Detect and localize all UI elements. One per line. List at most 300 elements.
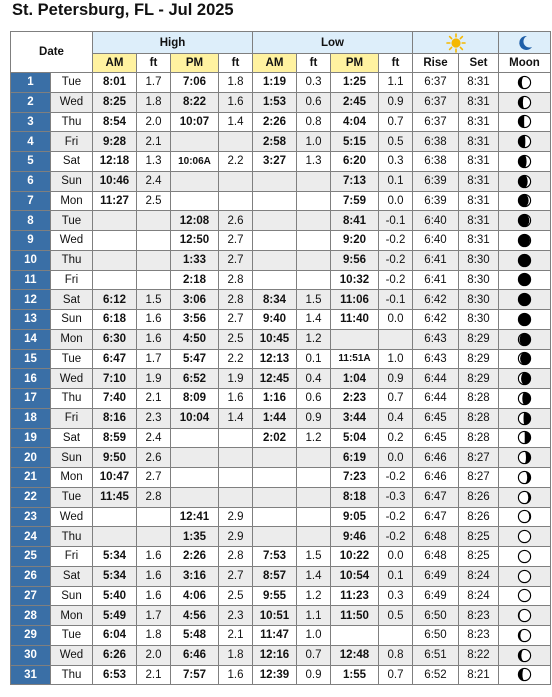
sunset: 8:29 (459, 329, 499, 349)
moon-phase (499, 665, 551, 685)
low-pm-ft: 0.0 (379, 191, 413, 211)
sunset-header: Set (459, 54, 499, 73)
table-row (11, 310, 551, 330)
sunset: 8:23 (459, 606, 499, 626)
low-pm-ft: 0.1 (379, 171, 413, 191)
low-pm-ft (379, 626, 413, 646)
high-header: High (93, 32, 253, 54)
sunrise: 6:50 (413, 606, 459, 626)
high-am-ft: 2.8 (137, 487, 171, 507)
sunset: 8:31 (459, 92, 499, 112)
low-am-ft: 0.7 (297, 645, 331, 665)
high-pm-ft (219, 487, 253, 507)
moon-phase (499, 132, 551, 152)
moon-phase-icon (517, 549, 532, 564)
moon-phase (499, 547, 551, 567)
day-of-week: Mon (51, 468, 93, 488)
moon-phase-icon (517, 253, 532, 268)
high-pm-time: 10:06A (171, 152, 219, 172)
low-am-time (253, 211, 297, 231)
low-am-time: 12:13 (253, 349, 297, 369)
low-am-ft: 1.2 (297, 428, 331, 448)
moon-phase (499, 112, 551, 132)
sunrise: 6:46 (413, 448, 459, 468)
low-pm-ft-header: ft (379, 54, 413, 73)
low-am-ft: 1.5 (297, 290, 331, 310)
sunrise: 6:50 (413, 626, 459, 646)
sunrise: 6:44 (413, 389, 459, 409)
moon-phase-icon (517, 134, 532, 149)
high-pm-ft: 2.2 (219, 152, 253, 172)
sunrise: 6:51 (413, 645, 459, 665)
header-band-row (11, 32, 551, 54)
low-am-ft: 0.9 (297, 408, 331, 428)
high-pm-ft: 2.5 (219, 586, 253, 606)
high-am-time: 9:28 (93, 132, 137, 152)
sunrise: 6:49 (413, 566, 459, 586)
sunset: 8:31 (459, 231, 499, 251)
day-of-week: Sun (51, 171, 93, 191)
low-am-time: 2:26 (253, 112, 297, 132)
low-pm-ft: -0.2 (379, 270, 413, 290)
moon-phase (499, 527, 551, 547)
table-row (11, 626, 551, 646)
table-row (11, 389, 551, 409)
tide-table (10, 31, 551, 685)
high-pm-time: 2:18 (171, 270, 219, 290)
sunset: 8:29 (459, 369, 499, 389)
sunset: 8:24 (459, 566, 499, 586)
sunset: 8:30 (459, 310, 499, 330)
sunrise: 6:47 (413, 487, 459, 507)
sunset: 8:31 (459, 112, 499, 132)
high-pm-ft: 1.9 (219, 369, 253, 389)
low-am-time (253, 487, 297, 507)
moon-phase (499, 191, 551, 211)
high-pm-ft: 2.5 (219, 329, 253, 349)
low-pm-ft: 0.7 (379, 665, 413, 685)
high-am-time: 8:16 (93, 408, 137, 428)
low-pm-time: 1:04 (331, 369, 379, 389)
sunrise: 6:41 (413, 270, 459, 290)
day-of-week: Tue (51, 211, 93, 231)
high-pm-time: 4:56 (171, 606, 219, 626)
sunrise: 6:41 (413, 250, 459, 270)
day-number: 27 (11, 586, 51, 606)
low-pm-time: 2:23 (331, 389, 379, 409)
table-row (11, 645, 551, 665)
moon-phase-icon (517, 411, 532, 426)
moon-phase-icon (517, 509, 532, 524)
sunset: 8:31 (459, 152, 499, 172)
high-am-time: 8:54 (93, 112, 137, 132)
low-pm-time (331, 626, 379, 646)
sunset: 8:26 (459, 487, 499, 507)
low-am-ft (297, 527, 331, 547)
table-row (11, 250, 551, 270)
day-of-week: Sat (51, 428, 93, 448)
moon-phase-icon (517, 114, 532, 129)
sunset: 8:27 (459, 448, 499, 468)
low-am-ft: 0.9 (297, 665, 331, 685)
table-row (11, 487, 551, 507)
moon-phase (499, 428, 551, 448)
day-of-week: Sat (51, 152, 93, 172)
high-pm-ft: 2.7 (219, 250, 253, 270)
low-am-time: 10:45 (253, 329, 297, 349)
low-pm-time: 9:05 (331, 507, 379, 527)
high-am-ft: 2.3 (137, 408, 171, 428)
low-am-time (253, 468, 297, 488)
moon-phase-icon (517, 430, 532, 445)
moon-phase (499, 408, 551, 428)
sunset: 8:31 (459, 191, 499, 211)
low-am-time: 9:40 (253, 310, 297, 330)
sunset: 8:22 (459, 645, 499, 665)
day-number: 2 (11, 92, 51, 112)
low-am-ft (297, 448, 331, 468)
high-pm-time: 5:48 (171, 626, 219, 646)
sunrise: 6:42 (413, 290, 459, 310)
high-pm-time: 12:08 (171, 211, 219, 231)
low-pm-ft: 0.7 (379, 112, 413, 132)
high-am-time: 6:26 (93, 645, 137, 665)
high-am-time: 6:53 (93, 665, 137, 685)
high-am-time: 10:46 (93, 171, 137, 191)
low-am-ft: 0.1 (297, 349, 331, 369)
high-pm-ft-header: ft (219, 54, 253, 73)
day-number: 31 (11, 665, 51, 685)
day-number: 19 (11, 428, 51, 448)
moon-phase (499, 586, 551, 606)
high-pm-time: 3:06 (171, 290, 219, 310)
table-row (11, 586, 551, 606)
day-of-week: Tue (51, 349, 93, 369)
moon-phase (499, 250, 551, 270)
low-pm-time: 7:13 (331, 171, 379, 191)
high-pm-ft: 1.6 (219, 92, 253, 112)
moon-phase (499, 389, 551, 409)
sunrise: 6:37 (413, 112, 459, 132)
high-pm-time: 4:06 (171, 586, 219, 606)
table-row (11, 171, 551, 191)
high-pm-ft: 2.3 (219, 606, 253, 626)
table-row (11, 428, 551, 448)
low-am-ft: 1.2 (297, 329, 331, 349)
low-pm-time: 11:40 (331, 310, 379, 330)
sunset: 8:30 (459, 250, 499, 270)
sunset: 8:25 (459, 527, 499, 547)
low-am-time: 1:16 (253, 389, 297, 409)
low-am-time: 3:27 (253, 152, 297, 172)
low-am-ft: 0.4 (297, 369, 331, 389)
high-pm-ft: 2.7 (219, 231, 253, 251)
day-of-week: Mon (51, 191, 93, 211)
moon-phase (499, 92, 551, 112)
moon-phase-icon (517, 332, 532, 347)
low-am-ft: 1.4 (297, 310, 331, 330)
low-pm-ft: 0.2 (379, 428, 413, 448)
low-pm-time: 9:46 (331, 527, 379, 547)
sunset: 8:27 (459, 468, 499, 488)
low-am-ft: 1.1 (297, 606, 331, 626)
high-am-time: 6:18 (93, 310, 137, 330)
high-pm-ft: 1.6 (219, 389, 253, 409)
moon-phase (499, 507, 551, 527)
low-pm-time: 11:23 (331, 586, 379, 606)
low-pm-ft: -0.2 (379, 527, 413, 547)
day-of-week: Fri (51, 270, 93, 290)
high-am-ft: 1.6 (137, 310, 171, 330)
day-of-week: Wed (51, 92, 93, 112)
high-am-time: 7:10 (93, 369, 137, 389)
low-pm-ft: -0.2 (379, 507, 413, 527)
moon-phase (499, 270, 551, 290)
high-pm-time: 7:57 (171, 665, 219, 685)
sunset: 8:24 (459, 586, 499, 606)
moon-phase-icon (517, 312, 532, 327)
low-am-time (253, 171, 297, 191)
low-pm-time: 6:20 (331, 152, 379, 172)
day-number: 20 (11, 448, 51, 468)
low-am-time: 2:02 (253, 428, 297, 448)
low-pm-ft: 0.9 (379, 369, 413, 389)
high-am-time: 5:40 (93, 586, 137, 606)
low-pm-time: 9:20 (331, 231, 379, 251)
day-of-week: Wed (51, 369, 93, 389)
low-pm-time: 10:32 (331, 270, 379, 290)
low-pm-time: 4:04 (331, 112, 379, 132)
low-pm-ft (379, 329, 413, 349)
low-am-time (253, 448, 297, 468)
high-am-ft (137, 211, 171, 231)
high-am-time: 8:59 (93, 428, 137, 448)
high-pm-ft: 2.6 (219, 211, 253, 231)
day-of-week: Fri (51, 547, 93, 567)
day-of-week: Fri (51, 408, 93, 428)
day-of-week: Mon (51, 329, 93, 349)
high-am-ft: 1.5 (137, 290, 171, 310)
high-am-ft: 2.1 (137, 665, 171, 685)
table-row (11, 211, 551, 231)
moon-phase-icon (517, 648, 532, 663)
moon-phase-icon (517, 174, 532, 189)
high-am-time (93, 270, 137, 290)
low-am-ft: 0.6 (297, 92, 331, 112)
sunrise: 6:44 (413, 369, 459, 389)
table-row (11, 112, 551, 132)
low-pm-ft: 0.0 (379, 310, 413, 330)
high-pm-ft (219, 468, 253, 488)
low-am-time: 12:45 (253, 369, 297, 389)
low-am-time: 9:55 (253, 586, 297, 606)
moon-phase-icon (517, 569, 532, 584)
low-am-ft-header: ft (297, 54, 331, 73)
high-am-ft (137, 231, 171, 251)
sunset: 8:21 (459, 665, 499, 685)
high-pm-time (171, 448, 219, 468)
low-pm-ft: -0.2 (379, 468, 413, 488)
moon-phase (499, 231, 551, 251)
day-number: 16 (11, 369, 51, 389)
high-am-time: 11:27 (93, 191, 137, 211)
low-pm-time: 11:50 (331, 606, 379, 626)
moon-phase-icon (517, 351, 532, 366)
low-am-ft: 1.4 (297, 566, 331, 586)
high-am-time: 8:25 (93, 92, 137, 112)
low-pm-ft: -0.1 (379, 290, 413, 310)
moon-phase-icon (517, 667, 532, 682)
day-number: 13 (11, 310, 51, 330)
low-pm-ft: 0.4 (379, 408, 413, 428)
high-am-ft: 1.7 (137, 73, 171, 93)
high-pm-ft (219, 191, 253, 211)
sunset: 8:28 (459, 428, 499, 448)
high-pm-time: 4:50 (171, 329, 219, 349)
day-of-week: Wed (51, 507, 93, 527)
low-pm-header: PM (331, 54, 379, 73)
moon-phase (499, 73, 551, 93)
day-number: 12 (11, 290, 51, 310)
sunrise-header: Rise (413, 54, 459, 73)
sunset: 8:31 (459, 211, 499, 231)
low-am-time: 2:58 (253, 132, 297, 152)
high-am-ft: 2.1 (137, 389, 171, 409)
high-am-time (93, 527, 137, 547)
high-am-time (93, 250, 137, 270)
high-am-ft: 2.5 (137, 191, 171, 211)
sunrise: 6:38 (413, 152, 459, 172)
low-am-time (253, 250, 297, 270)
moon-phase-icon (517, 292, 532, 307)
low-pm-ft: -0.2 (379, 231, 413, 251)
moon-phase-icon (517, 371, 532, 386)
high-pm-time: 2:26 (171, 547, 219, 567)
low-am-time: 11:47 (253, 626, 297, 646)
high-pm-time: 12:50 (171, 231, 219, 251)
day-number: 7 (11, 191, 51, 211)
low-pm-time: 7:23 (331, 468, 379, 488)
high-pm-time (171, 487, 219, 507)
day-number: 15 (11, 349, 51, 369)
high-pm-ft: 2.7 (219, 310, 253, 330)
high-am-ft: 1.6 (137, 329, 171, 349)
high-pm-time: 12:41 (171, 507, 219, 527)
day-of-week: Thu (51, 527, 93, 547)
high-pm-ft (219, 171, 253, 191)
table-row (11, 73, 551, 93)
low-pm-time: 3:44 (331, 408, 379, 428)
high-am-ft: 2.0 (137, 645, 171, 665)
low-pm-ft: 0.0 (379, 547, 413, 567)
low-am-time: 8:34 (253, 290, 297, 310)
moon-phase (499, 645, 551, 665)
low-am-ft: 0.6 (297, 389, 331, 409)
page-title: St. Petersburg, FL - Jul 2025 (12, 1, 234, 19)
table-row (11, 92, 551, 112)
low-pm-time: 1:25 (331, 73, 379, 93)
day-of-week: Sun (51, 448, 93, 468)
low-pm-ft: 0.9 (379, 92, 413, 112)
low-pm-time: 1:55 (331, 665, 379, 685)
high-pm-time: 1:33 (171, 250, 219, 270)
low-am-time (253, 270, 297, 290)
moon-phase (499, 626, 551, 646)
moon-phase-icon (517, 233, 532, 248)
high-am-ft: 1.6 (137, 586, 171, 606)
low-pm-time: 2:45 (331, 92, 379, 112)
day-number: 26 (11, 566, 51, 586)
low-pm-time: 11:06 (331, 290, 379, 310)
high-pm-time: 6:46 (171, 645, 219, 665)
high-pm-ft (219, 428, 253, 448)
high-am-time: 12:18 (93, 152, 137, 172)
low-am-ft (297, 487, 331, 507)
table-row (11, 369, 551, 389)
sunrise: 6:48 (413, 547, 459, 567)
high-pm-time (171, 171, 219, 191)
day-number: 1 (11, 73, 51, 93)
low-am-time: 8:57 (253, 566, 297, 586)
day-number: 28 (11, 606, 51, 626)
high-pm-time (171, 191, 219, 211)
low-am-time: 7:53 (253, 547, 297, 567)
low-am-ft: 0.8 (297, 112, 331, 132)
table-row (11, 231, 551, 251)
high-am-time: 6:30 (93, 329, 137, 349)
high-pm-ft: 1.4 (219, 112, 253, 132)
moon-phase-icon (517, 75, 532, 90)
low-am-ft: 1.5 (297, 547, 331, 567)
low-pm-ft: -0.3 (379, 487, 413, 507)
high-am-ft: 1.7 (137, 349, 171, 369)
high-am-ft-header: ft (137, 54, 171, 73)
high-pm-ft: 2.8 (219, 290, 253, 310)
low-am-time: 10:51 (253, 606, 297, 626)
sunset: 8:23 (459, 626, 499, 646)
low-pm-ft: 0.8 (379, 645, 413, 665)
date-header: Date (11, 32, 93, 73)
high-pm-ft: 1.4 (219, 408, 253, 428)
low-am-header: AM (253, 54, 297, 73)
day-of-week: Thu (51, 389, 93, 409)
moon-phase-icon (517, 608, 532, 623)
high-am-ft: 1.7 (137, 606, 171, 626)
day-number: 30 (11, 645, 51, 665)
day-number: 23 (11, 507, 51, 527)
high-pm-time: 3:56 (171, 310, 219, 330)
high-am-ft: 1.9 (137, 369, 171, 389)
moon-phase (499, 329, 551, 349)
day-of-week: Wed (51, 231, 93, 251)
high-am-time: 8:01 (93, 73, 137, 93)
sunset: 8:30 (459, 290, 499, 310)
low-pm-ft: 1.1 (379, 73, 413, 93)
high-am-ft: 2.7 (137, 468, 171, 488)
low-pm-time: 11:51A (331, 349, 379, 369)
low-am-ft (297, 211, 331, 231)
moon-phase (499, 310, 551, 330)
day-of-week: Thu (51, 665, 93, 685)
moon-phase (499, 171, 551, 191)
high-am-time: 10:47 (93, 468, 137, 488)
day-of-week: Thu (51, 112, 93, 132)
sunset: 8:28 (459, 408, 499, 428)
moon-phase (499, 349, 551, 369)
high-am-ft: 2.6 (137, 448, 171, 468)
high-pm-ft: 1.8 (219, 73, 253, 93)
low-am-time: 1:44 (253, 408, 297, 428)
